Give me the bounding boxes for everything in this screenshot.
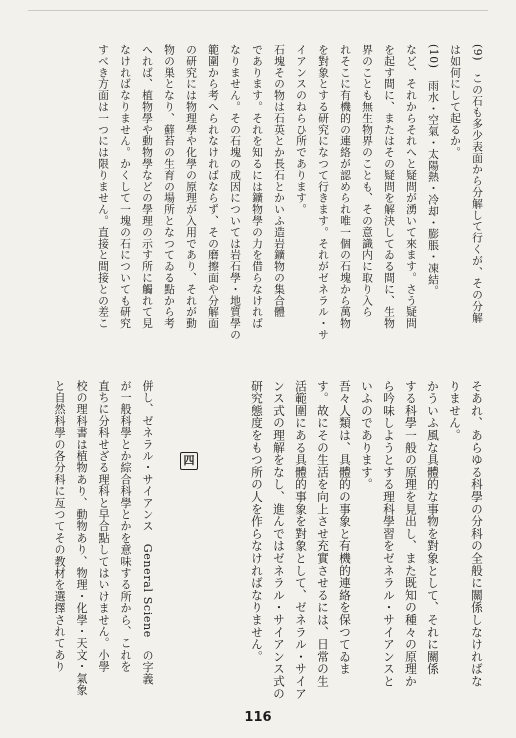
text-line: へれば、植物學や動物學などの學理の示す所に觸れて見	[141, 44, 154, 329]
text-line: 界のことも無生物界のことも、その意識内に取り入ら	[361, 44, 374, 318]
text-line: すべき方面は一つには限りません。直接と間接との差こ	[97, 44, 110, 329]
text-line: (9) この石も多少表面から分解して行くが、その分解	[471, 44, 484, 324]
text-line: 活範圍にある具體的事象を對象として、ゼネラル・サイア	[294, 380, 308, 700]
text-line: 直ちに分科せざる理科と早合點してはいけません。小學	[97, 380, 110, 673]
section-number-mark: 四	[180, 452, 198, 470]
text-line: なければなりません。かくして一塊の石についても研究	[119, 44, 132, 329]
text-line: など、それからそれへと疑問が湧いて來ます。さう疑問	[405, 44, 418, 329]
text-line: そあれ、あらゆる科學の分科の全般に關係しなければな	[470, 380, 484, 688]
text-line: れそこに有機的の連絡が認められ唯一個の石塊から萬物	[339, 44, 352, 329]
text-line: する科學一般の原理を見出し、また既知の種々の原理か	[404, 380, 418, 688]
upper-text-block	[92, 44, 488, 344]
text-line: 石塊その物は石英とか長石とかいふ造岩鑛物の集合體	[273, 44, 286, 318]
text-line: なりません。その石塊の成因については岩石學・地質學の	[229, 44, 242, 341]
text-line: 併し、ゼネラル・サイアンス General Sciene の字義	[141, 380, 154, 685]
text-line: ら吟味しようとする理科學習をゼネラル・サイアンスと	[382, 380, 396, 688]
text-line: 吾々人類は、具體的の事象と有機的連絡を保つてゐま	[338, 380, 352, 676]
lower-text-block-right	[246, 380, 488, 702]
text-line: かういふ風な具體的な事物を對象として、それに關係	[426, 380, 440, 676]
text-line: 物の巣となり、蘚苔の生育の場所となつてゐる點から考	[163, 44, 176, 329]
page-number: 116	[244, 710, 272, 725]
text-line: と自然科學の各分科に亙つてその教材を選擇されてあり	[53, 380, 66, 673]
top-edge-rule	[28, 10, 488, 11]
text-line: イアンスのねらひ所であります。	[295, 44, 308, 215]
text-line: を對象とする研究になつて行きます。それがゼネラル・サ	[317, 44, 330, 341]
text-line: を起す間に、またはその疑問を解決してゐる間に、生物	[383, 44, 396, 329]
text-line: りません。	[448, 380, 462, 442]
text-line: 範圍から考へられなければならず、その磨擦面や分解面	[207, 44, 220, 329]
text-line: す。故にその生活を向上させ充實させるには、日常の生	[316, 380, 330, 688]
text-line: の研究には物理學や化學の原理が入用であり、それが動	[185, 44, 198, 329]
text-line: であります。それを知るには鑛物學の力を借らなければ	[251, 44, 264, 329]
text-line: いふのであります。	[360, 380, 374, 491]
text-line: は如何にして起るか。	[449, 44, 462, 158]
lower-text-block-left	[48, 380, 158, 702]
text-line: 校の理科書は植物あり、動物あり、物理・化學・天文・氣象	[75, 380, 88, 696]
text-line: が一般科學とか綜合科學とかを意味する所から、これを	[119, 380, 132, 673]
text-line: (10) 雨水・空氣・太陽熱・冷却・膨脹・凍結。	[427, 44, 440, 297]
text-line: 研究態度をもつ所の人を作らなければなりません。	[250, 380, 264, 663]
text-line: ンス式の理解をなし、進んではゼネラル・サイアンス式の	[272, 380, 286, 700]
